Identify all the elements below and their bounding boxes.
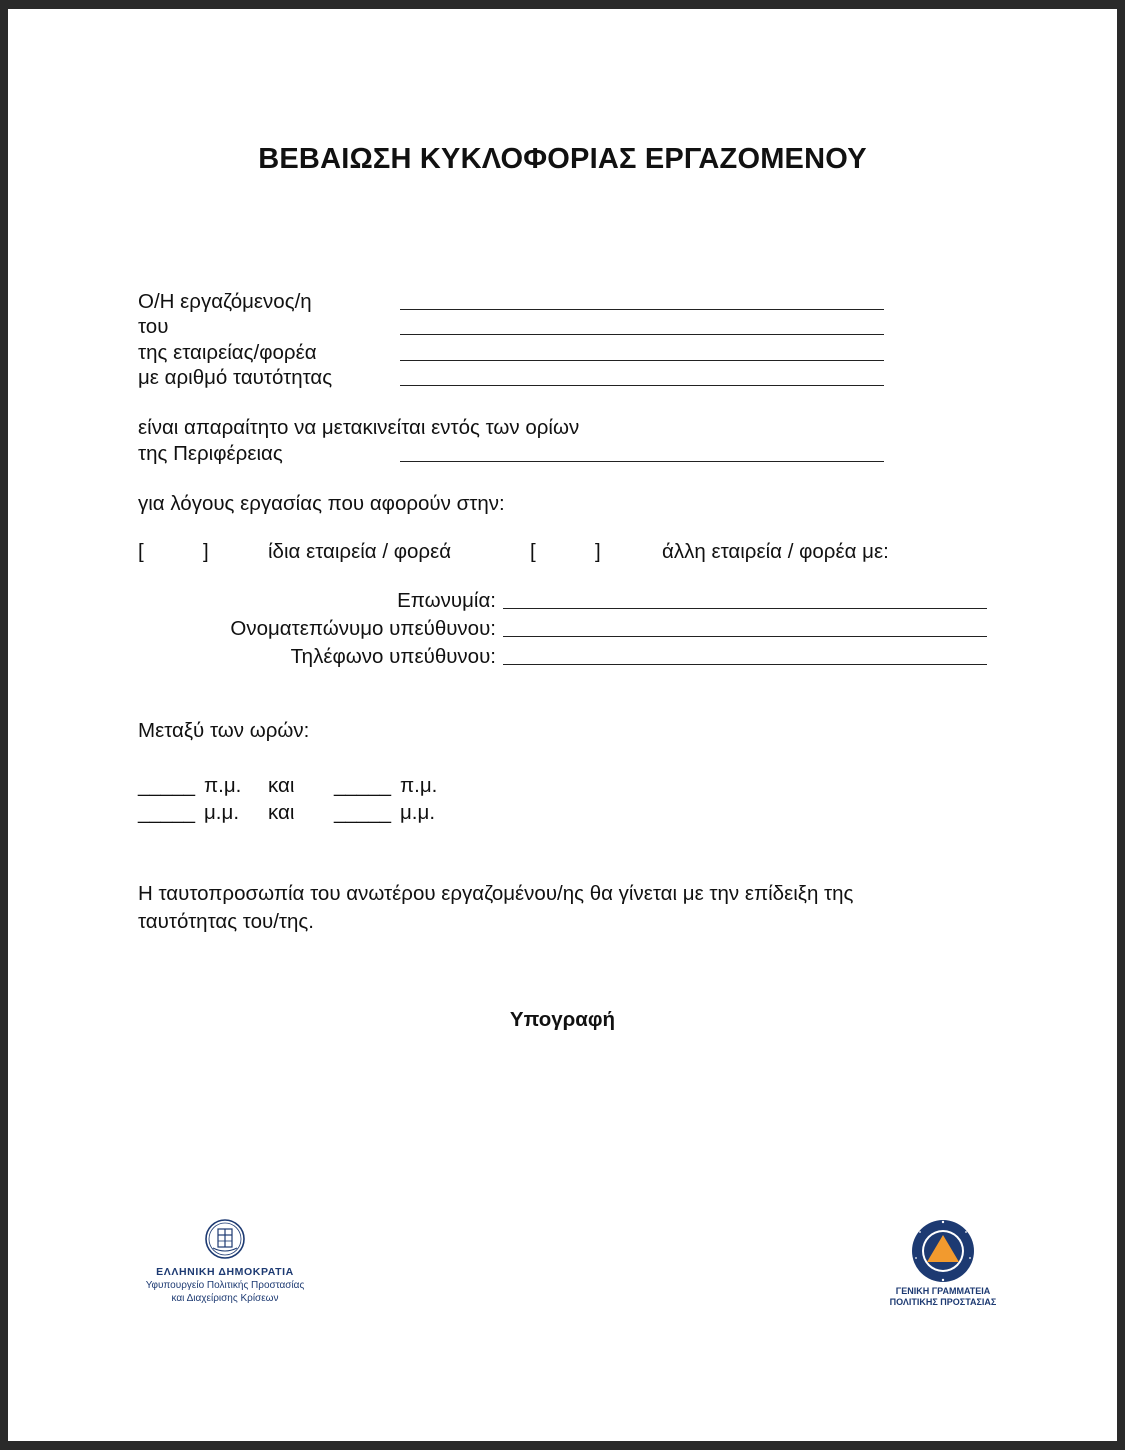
field-label-of: του [138,315,169,338]
checkbox-other-open-bracket[interactable]: [ [530,540,536,563]
hours-row2-unit2: μ.μ. [400,801,436,824]
other-field-label-phone: Τηλέφωνο υπεύθυνου: [290,645,496,668]
left-logo-text [125,1266,325,1305]
field-line-region[interactable] [400,461,884,462]
checkbox-other-close-bracket[interactable]: ] [595,540,601,563]
left-logo-line3: και Διαχείρισης Κρίσεων [171,1293,279,1304]
hours-row1-and: και [268,774,295,797]
field-label-id-number: με αριθμό ταυτότητας [138,366,333,389]
civil-protection-emblem-icon [910,1218,976,1284]
field-line-of[interactable] [400,334,884,335]
checkbox-same-close-bracket[interactable]: ] [203,540,209,563]
other-field-line-phone[interactable] [503,664,987,665]
region-label: της Περιφέρειας [138,442,283,465]
left-logo-line1: ΕΛΛΗΝΙΚΗ ΔΗΜΟΚΡΑΤΙΑ [156,1266,294,1278]
checkbox-same-open-bracket[interactable]: [ [138,540,144,563]
other-field-label-responsible: Ονοματεπώνυμο υπεύθυνου: [230,617,496,640]
hours-label: Μεταξύ των ωρών: [138,719,310,742]
field-line-company[interactable] [400,360,884,361]
other-field-line-responsible[interactable] [503,636,987,637]
left-logo-line2: Υφυπουργείο Πολιτικής Προστασίας [145,1280,305,1291]
hours-row2-and: και [268,801,295,824]
field-label-company: της εταιρείας/φορέα [138,341,317,364]
hours-row1-unit2: π.μ. [400,774,438,797]
hours-row2-unit1: μ.μ. [204,801,240,824]
right-logo-line2: ΠΟΛΙΤΙΚΗΣ ΠΡΟΣΤΑΣΙΑΣ [889,1297,997,1307]
region-intro-text: είναι απαραίτητο να μετακινείται εντός των ορίων [138,416,580,439]
right-logo-text [873,1286,1013,1308]
hours-row1-blank1[interactable]: _____ [138,774,196,797]
other-field-line-name[interactable] [503,608,987,609]
option-same-company-label: ίδια εταιρεία / φορεά [268,540,452,563]
identity-text-line2: ταυτότητας του/της. [138,910,315,933]
reasons-label: για λόγους εργασίας που αφορούν στην: [138,492,505,515]
other-field-label-name: Επωνυμία: [397,589,496,612]
option-other-company-label: άλλη εταιρεία / φορέα με: [662,540,889,563]
field-label-employee: Ο/Η εργαζόμενος/η [138,290,312,313]
field-line-employee[interactable] [400,309,884,310]
signature-label: Υπογραφή [509,1008,616,1031]
hours-row2-blank1[interactable]: _____ [138,801,196,824]
document-title: ΒΕΒΑΙΩΣΗ ΚΥΚΛΟΦΟΡΙΑΣ ΕΡΓΑΖΟΜΕΝΟΥ [258,143,867,175]
field-line-id-number[interactable] [400,385,884,386]
identity-text-line1: Η ταυτοπροσωπία του ανωτέρου εργαζομένου/ης θα γίνεται με την επίδειξη της [138,882,854,905]
hours-row2-blank2[interactable]: _____ [334,801,392,824]
hours-row1-unit1: π.μ. [204,774,242,797]
hours-row1-blank2[interactable]: _____ [334,774,392,797]
right-logo-line1: ΓΕΝΙΚΗ ΓΡΑΜΜΑΤΕΙΑ [895,1286,991,1296]
hellenic-republic-emblem-icon [204,1218,246,1260]
